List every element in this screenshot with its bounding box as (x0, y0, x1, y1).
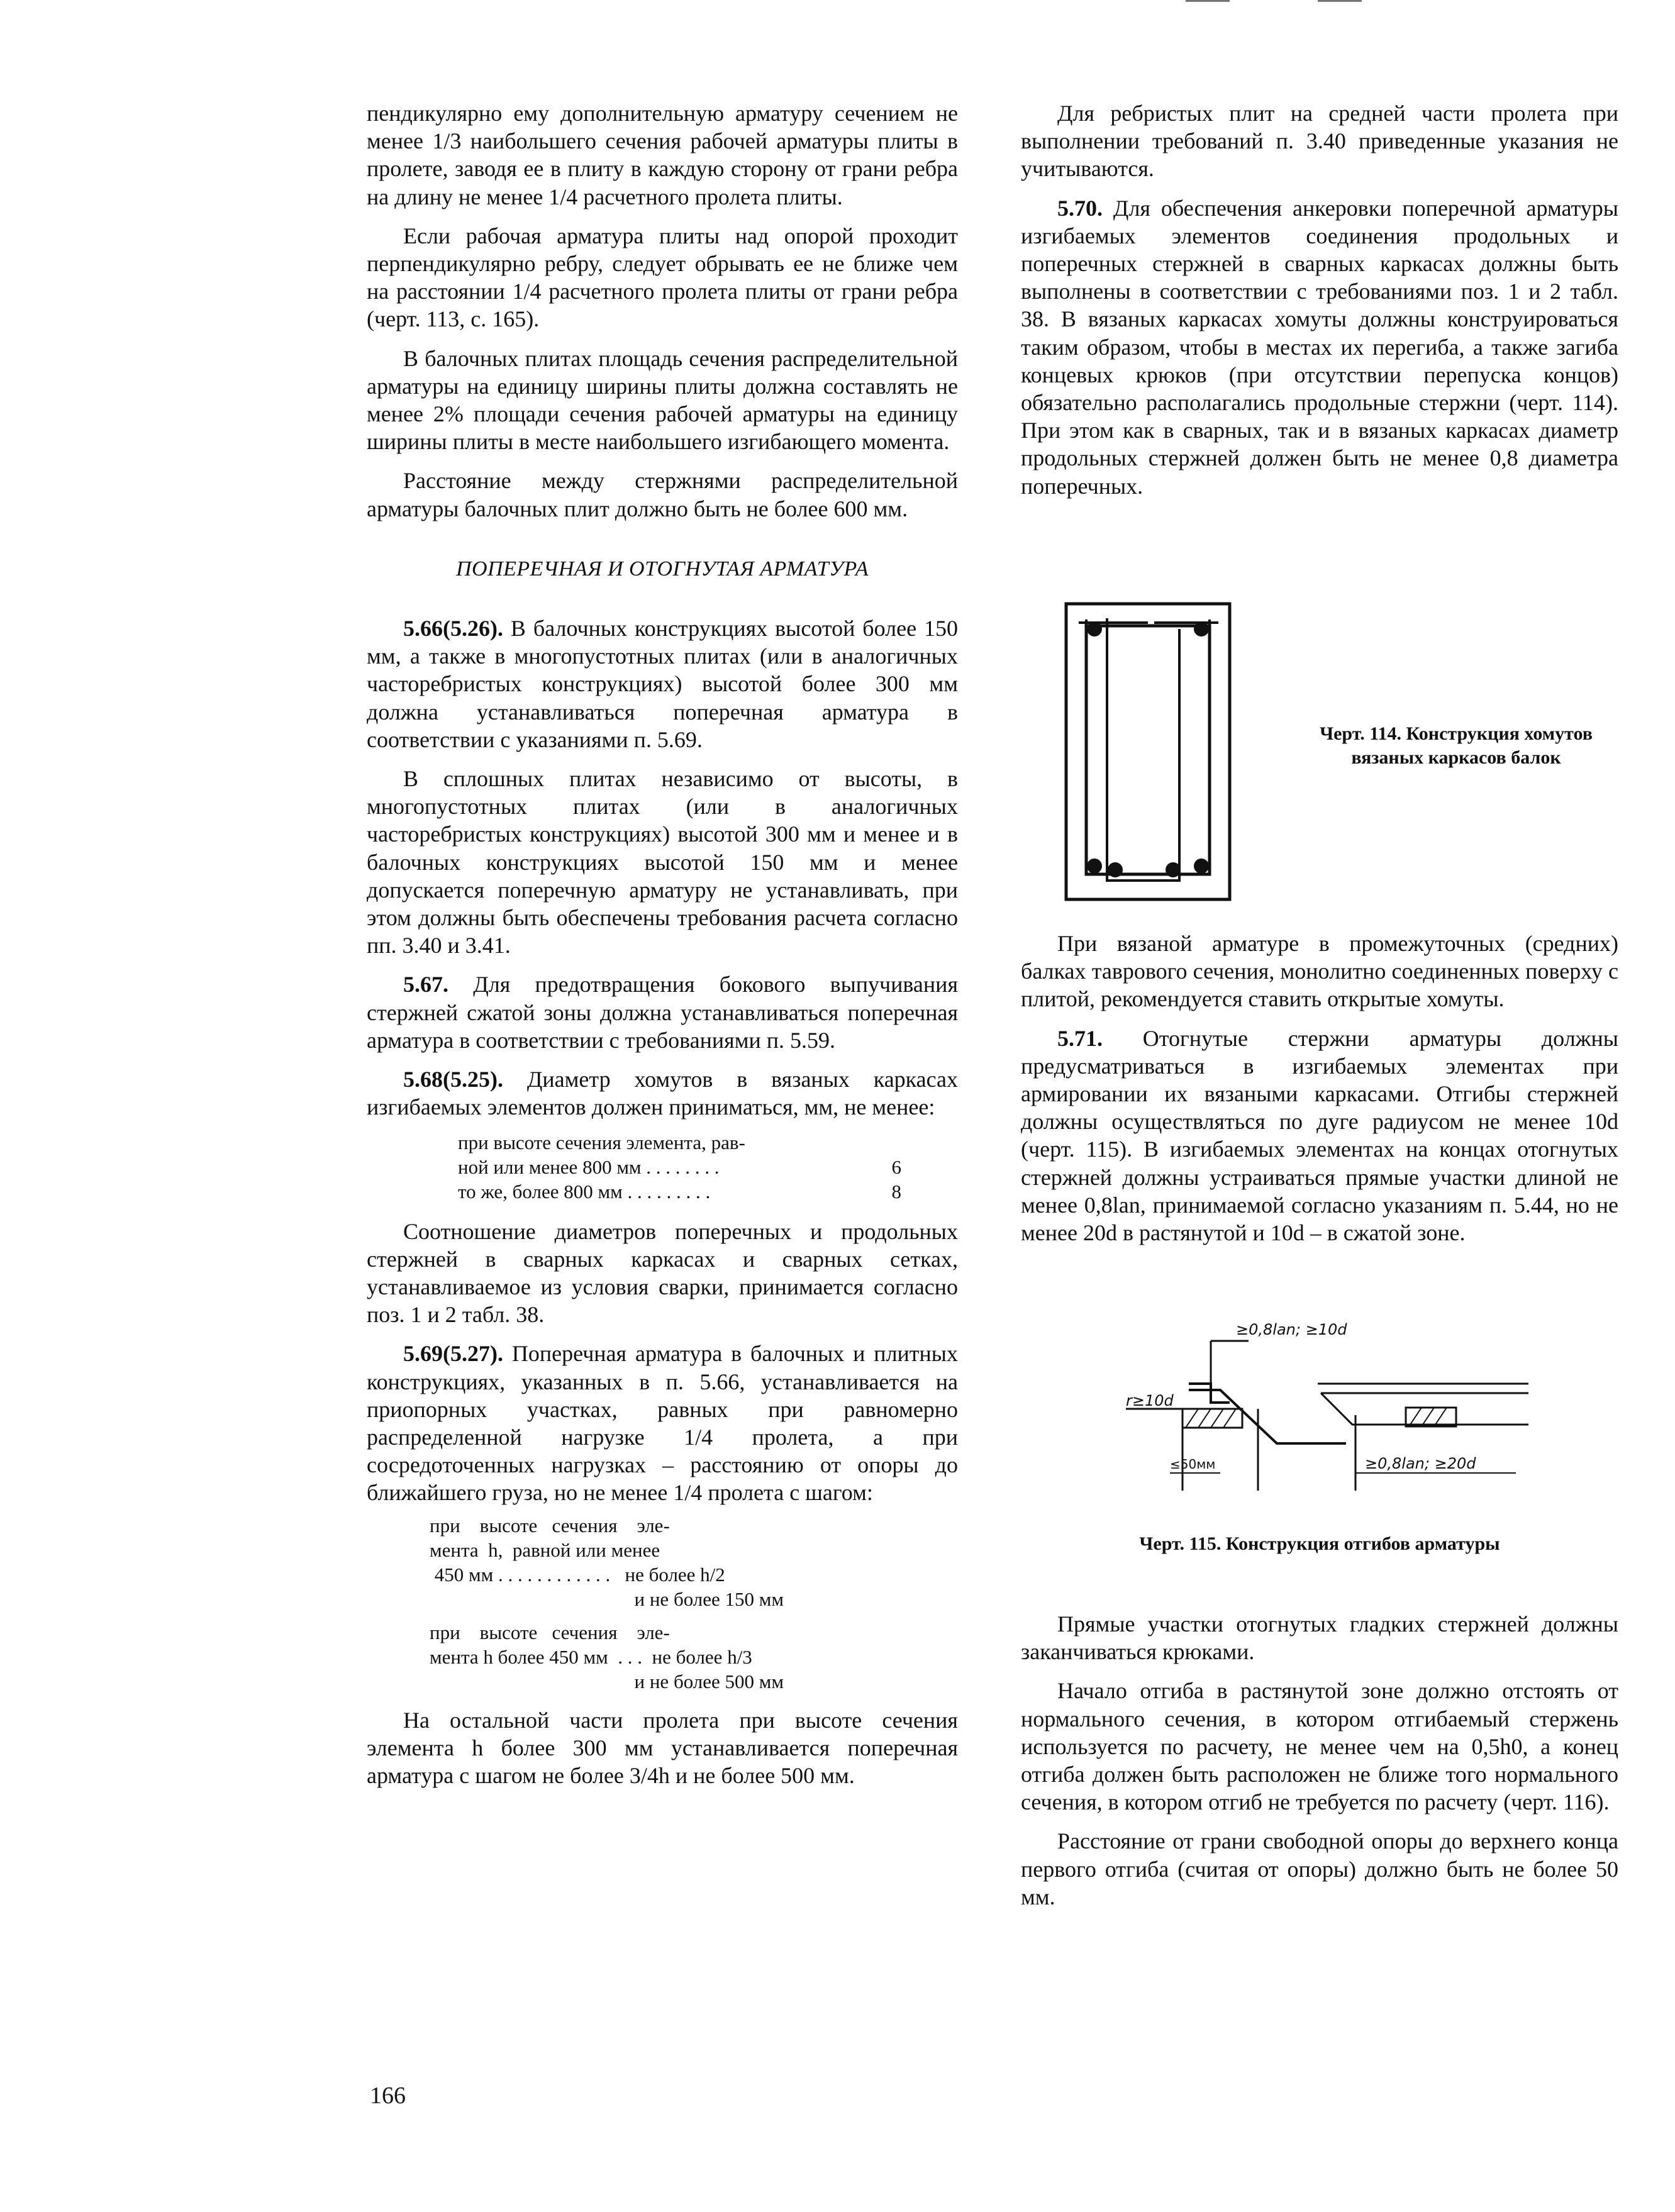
diameter-list (367, 1130, 958, 1204)
clause-text: Поперечная арматура в балочных и плитных конструкциях, указанных в п. 5.66, устанавливается на приопорных участках, равных при равномерно распределенной нагрузке 1/4 пролета, а при сосредоточенных нагрузках – расстоянию от опоры до ближайшего груза, но не менее 1/4 пролета с шагом: (367, 1341, 958, 1506)
rebar-bar (1087, 621, 1102, 636)
clause-text: Диаметр хомутов в вязаных каркасах изгибаемых элементов должен приниматься, мм, не менее: (367, 1067, 958, 1120)
clause-number: 5.68(5.25). (403, 1067, 503, 1092)
figure-115-bend-drawing (1126, 1314, 1541, 1491)
clause-number: 5.66(5.26). (403, 616, 503, 642)
dimension-label-top: ≥0,8lan; ≥10d (1236, 1321, 1347, 1338)
list-item-text: то же, более 800 мм . . . . . . . . . (458, 1180, 711, 1203)
rebar-bar (1087, 859, 1102, 874)
paragraph: Расстояние между стержнями распределительной арматуры балочных плит должно быть не более 600 мм. (367, 468, 958, 521)
rebar-bar (1166, 862, 1181, 877)
right-column-end (1021, 1610, 1618, 1911)
clause-number: 5.70. (1057, 195, 1103, 221)
dimension-label-bottom: ≥0,8lan; ≥20d (1365, 1455, 1476, 1472)
support-label: ≤50мм (1170, 1457, 1216, 1472)
figure-114-caption: Черт. 114. Конструкция хомутов вязаных каркасов балок (1320, 723, 1593, 768)
clause-number: 5.67. (403, 972, 448, 998)
page-number: 166 (370, 2082, 406, 2109)
clause-text: Отогнутые стержни арматуры должны предусматриваться в изгибаемых элементах при армировании их вязаными каркасами. Отгибы стержней должны осуществляться по дуге радиусом не менее 10d (черт. 115). В изгибаемых элементах на концах отогнутых стержней должны устраиваться прямые участки длиной не менее 0,8lan, принимаемой согласно указаниям п. 5.44, но не менее 20d в растянутой и 10d – в сжатой зоне. (1021, 1025, 1618, 1246)
section-heading: ПОПЕРЕЧНАЯ И ОТОГНУТАЯ АРМАТУРА (455, 557, 869, 581)
clause-5-67 (367, 970, 958, 1054)
support-hatch (1186, 1409, 1236, 1428)
spec-line: 450 мм . . . . . . . . . . . . не более h/2 (430, 1563, 725, 1586)
spec-line: мента h более 450 мм . . . не более h/3 (430, 1645, 752, 1668)
spacing-spec (367, 1513, 958, 1694)
scan-mark (1318, 0, 1362, 2)
scan-mark (1186, 0, 1230, 2)
rebar-bar (1194, 859, 1209, 874)
list-item-value: 8 (891, 1180, 901, 1203)
right-column (1021, 99, 1618, 500)
clause-number: 5.71. (1057, 1025, 1103, 1051)
clause-number: 5.69(5.27). (403, 1341, 503, 1367)
paragraph: В сплошных плитах независимо от высоты, в многопустотных плитах (или в аналогичных часторебристых конструкциях) высотой 300 мм и менее и в балочных конструкциях высотой 150 мм и менее допускается поперечную арматуру не устанавливать, при этом должны быть обеспечены требования расчета согласно пп. 3.40 и 3.41. (367, 766, 958, 959)
spec-line: мента h, равной или менее (430, 1538, 660, 1561)
paragraph: На остальной части пролета при высоте сечения элемента h более 300 мм устанавливается поперечная арматура с шагом не более 3/4h и не более 500 мм. (367, 1707, 958, 1788)
clause-5-69 (367, 1340, 958, 1506)
paragraph: При вязаной арматуре в промежуточных (средних) балках таврового сечения, монолитно соединенных поверху с плитой, рекомендуется ставить открытые хомуты. (1021, 931, 1618, 1012)
list-item (367, 1155, 958, 1179)
paragraph: Соотношение диаметров поперечных и продольных стержней в сварных каркасах и сварных сетках, устанавливаемое из условия сварки, принимается согласно поз. 1 и 2 табл. 38. (367, 1218, 958, 1328)
list-item (367, 1130, 958, 1155)
clause-5-71 (1021, 1025, 1618, 1247)
list-item-value (901, 1130, 958, 1155)
spec-line: при высоте сечения эле- (430, 1621, 670, 1643)
figure-114-stirrup-drawing (1054, 601, 1242, 903)
clause-text: Для обеспечения анкеровки поперечной арматуры изгибаемых элементов соединения продольных и поперечных стержней в сварных каркасах должны быть выполнены в соответствии с требованиями поз. 1 и 2 табл. 38. В вязаных каркасах хомуты должны конструироваться таким образом, чтобы в местах их перегиба, а также загиба концевых крюков (при отсутствии перепуска концов) обязательно располагались продольные стержни (черт. 114). При этом как в сварных, так и в вязаных каркасах диаметр продольных стержней должен быть не менее 0,8 диаметра поперечных. (1021, 195, 1618, 499)
spec-line: и не более 150 мм (430, 1587, 784, 1610)
paragraph: В балочных плитах площадь сечения распределительной арматуры на единицу ширины плиты должна составлять не менее 2% площади сечения рабочей арматуры на единицу ширины плиты в месте наибольшего изгибающего момента. (367, 345, 958, 455)
paragraph: Прямые участки отогнутых гладких стержней должны заканчиваться крюками. (1021, 1611, 1618, 1665)
paragraph: Для ребристых плит на средней части пролета при выполнении требований п. 3.40 приведенные указания не учитываются. (1021, 101, 1618, 182)
bent-bar (1189, 1390, 1346, 1443)
right-column-continued (1021, 930, 1618, 1247)
clause-5-66 (367, 614, 958, 753)
rebar-bar (1194, 621, 1209, 636)
figure-115-caption: Черт. 115. Конструкция отгибов арматуры (1139, 1533, 1500, 1554)
radius-label: r≥10d (1126, 1392, 1174, 1409)
left-column (367, 99, 958, 1789)
list-item (367, 1179, 958, 1204)
spec-line: и не более 500 мм (430, 1670, 784, 1692)
list-item-text: при высоте сечения элемента, рав- (458, 1131, 745, 1153)
spec-line (430, 1611, 958, 1620)
clause-5-68 (367, 1065, 958, 1121)
spec-line: при высоте сечения эле- (430, 1514, 670, 1537)
paragraph: пендикулярно ему дополнительную арматуру сечением не менее 1/3 наибольшего сечения рабочей арматуры плиты в пролете, заводя ее в плиту в каждую сторону от грани ребра на длину не менее 1/4 расчетного пролета плиты. (367, 101, 958, 209)
list-item-text: ной или менее 800 мм . . . . . . . . (458, 1155, 720, 1178)
paragraph: Расстояние от грани свободной опоры до верхнего конца первого отгиба (считая от опоры) должно быть не более 50 мм. (1021, 1828, 1618, 1909)
rebar-bar (1108, 862, 1123, 877)
stirrup-outer (1086, 626, 1210, 874)
clause-text: Для предотвращения бокового выпучивания стержней сжатой зоны должна устанавливаться поперечная арматура в соответствии с требованиями п. 5.59. (367, 972, 958, 1053)
beam-lines (1318, 1384, 1528, 1425)
paragraph: Если рабочая арматура плиты над опорой проходит перпендикулярно ребру, следует обрывать ее не ближе чем на расстоянии 1/4 расчетного пролета плиты от грани ребра (черт. 113, с. 165). (367, 223, 958, 332)
clause-5-70 (1021, 194, 1618, 500)
beam-outline (1066, 604, 1230, 899)
clause-text: В балочных конструкциях высотой более 150 мм, а также в многопустотных плитах (или в аналогичных часторебристых конструкциях) высотой более 300 мм должна устанавливаться поперечная арматура в соответствии с указаниями п. 5.69. (367, 616, 958, 752)
stirrup-inner (1107, 618, 1179, 881)
paragraph: Начало отгиба в растянутой зоне должно отстоять от нормального сечения, в котором отгибаемый стержень используется по расчету, не менее чем на 0,5h0, а конец отгиба должен быть расположен не ближе того нормального сечения, в котором отгиб не требуется по расчету (черт. 116). (1021, 1678, 1618, 1815)
list-item-value: 6 (891, 1155, 901, 1178)
